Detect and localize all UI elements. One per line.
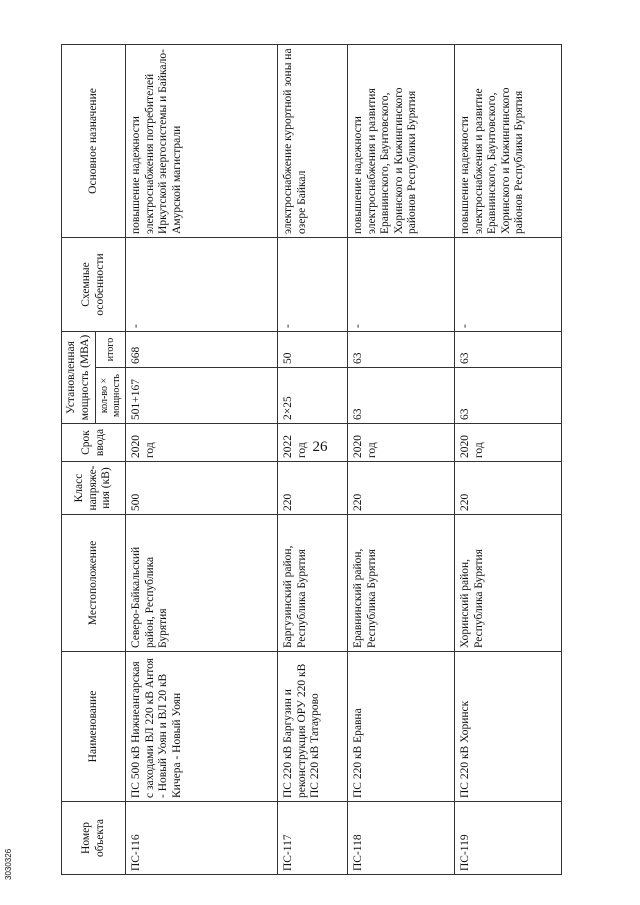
table-row	[126, 44, 278, 874]
cell-voltage: 500	[126, 462, 278, 515]
cell-features: -	[126, 237, 278, 331]
cell-count-power: 501+167	[126, 368, 278, 424]
cell-purpose: повышение надежности электроснабжения потребителей Иркутской энергосистемы и Байкало-Амурской магистрали	[126, 44, 278, 237]
header-voltage: Класс напряже-ния (кВ)	[62, 462, 126, 515]
cell-name: ПС 220 кВ Хоринск	[455, 652, 562, 802]
substations-table	[61, 44, 562, 875]
cell-year: 2022 год	[278, 424, 348, 462]
cell-location: Хоринский район, Республика Бурятия	[455, 515, 562, 652]
cell-year: 2020 год	[455, 424, 562, 462]
document-code: 3030326	[4, 848, 13, 880]
cell-location: Баргузинский район, Республика Бурятия	[278, 515, 348, 652]
cell-total: 668	[126, 331, 278, 367]
cell-number: ПС-118	[348, 802, 455, 875]
cell-purpose: повышение надежности электроснабжения и развитие Еравнинского, Баунтовского, Хоринского и Кижингинского районов Республики Бурятия	[455, 44, 562, 237]
cell-year: 2020 год	[126, 424, 278, 462]
cell-count-power: 63	[348, 368, 455, 424]
cell-location: Еравнинский район, Республика Бурятия	[348, 515, 455, 652]
header-year: Срок ввода	[62, 424, 126, 462]
header-purpose: Основное назначение	[62, 44, 126, 237]
header-number: Номер объекта	[62, 802, 126, 875]
cell-voltage: 220	[278, 462, 348, 515]
header-name: Наименование	[62, 652, 126, 802]
page-number: 26	[312, 439, 328, 455]
cell-total: 63	[455, 331, 562, 367]
header-location: Местоположение	[62, 515, 126, 652]
cell-number: ПС-119	[455, 802, 562, 875]
cell-features: -	[278, 237, 348, 331]
cell-total: 63	[348, 331, 455, 367]
cell-number: ПС-117	[278, 802, 348, 875]
cell-count-power: 63	[455, 368, 562, 424]
table-row	[348, 44, 455, 874]
header-total: итого	[96, 331, 126, 367]
header-features: Схемные особенности	[62, 237, 126, 331]
header-row	[62, 44, 96, 874]
cell-purpose: повышение надежности электроснабжения и развития Еравнинского, Баунтовского, Хоринского и Кижингинского районов Республики Бурятия	[348, 44, 455, 237]
cell-name: ПС 220 кВ Баргузин и реконструкция ОРУ 220 кВ ПС 220 кВ Татаурово	[278, 652, 348, 802]
cell-year: 2020 год	[348, 424, 455, 462]
table-row	[278, 44, 348, 874]
header-count-power: кол-во × мощность	[96, 368, 126, 424]
rotated-table-container	[61, 45, 525, 875]
cell-location: Северо-Байкальский район, Республика Бурятия	[126, 515, 278, 652]
cell-number: ПС-116	[126, 802, 278, 875]
table-row	[455, 44, 562, 874]
cell-features: -	[455, 237, 562, 331]
cell-features: -	[348, 237, 455, 331]
cell-name: ПС 500 кВ Нижнеангарская с заходами ВЛ 220 кВ Антоя - Новый Уоян и ВЛ 20 кВ Кичера - Новый Уоян	[126, 652, 278, 802]
cell-total: 50	[278, 331, 348, 367]
cell-count-power: 2×25	[278, 368, 348, 424]
cell-purpose: электроснабжение курортной зоны на озере Байкал	[278, 44, 348, 237]
cell-voltage: 220	[455, 462, 562, 515]
cell-name: ПС 220 кВ Еравна	[348, 652, 455, 802]
header-capacity: Установленная мощность (МВА)	[62, 331, 96, 423]
cell-voltage: 220	[348, 462, 455, 515]
